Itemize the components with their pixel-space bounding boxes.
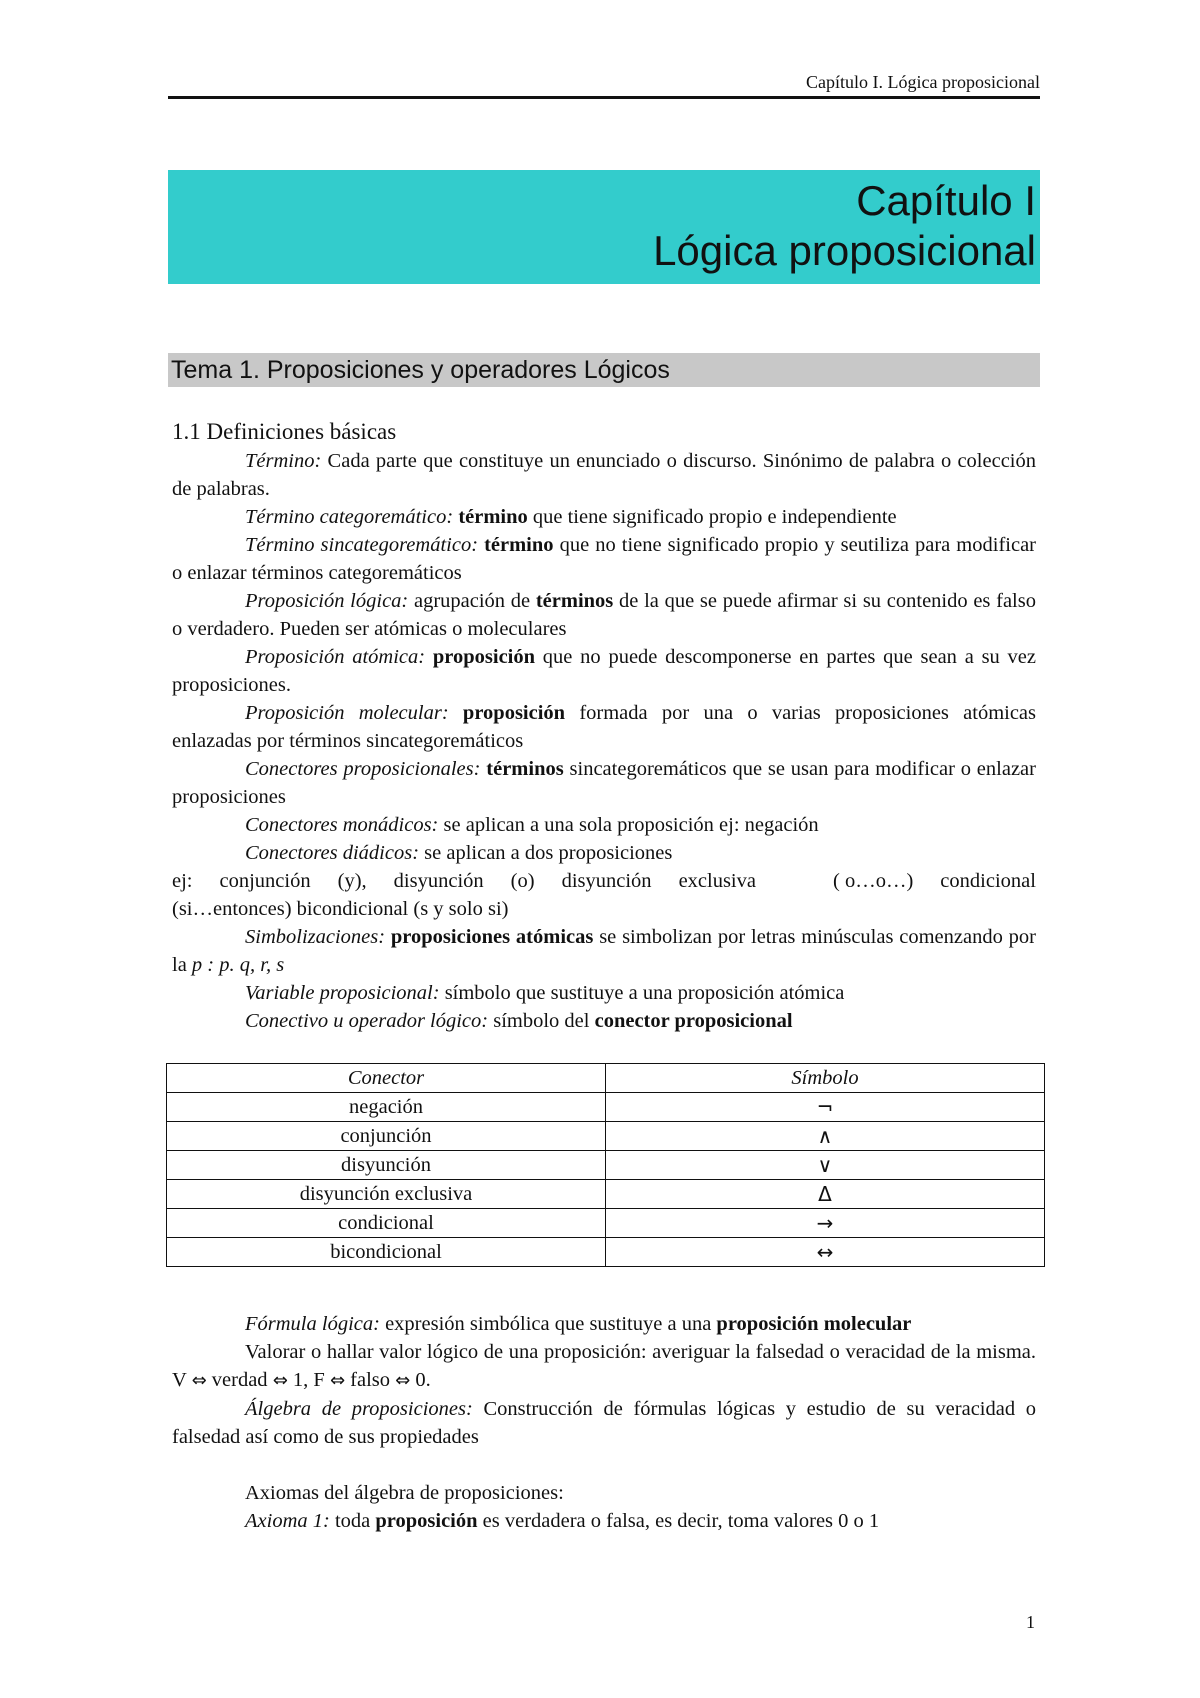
def-term: Término sincategoremático: bbox=[245, 534, 479, 556]
definitions-section bbox=[172, 417, 1036, 1035]
diadicos-example-line2: (si…entonces) bicondicional (s y solo si) bbox=[172, 898, 509, 920]
def-text: que tiene significado propio e independiente bbox=[527, 506, 897, 528]
cell-conector: conjunción bbox=[167, 1122, 606, 1151]
header-conector: Conector bbox=[167, 1064, 606, 1093]
def-termino bbox=[172, 447, 1036, 503]
example-word: (y), bbox=[337, 870, 367, 892]
def-term: Fórmula lógica: bbox=[245, 1313, 380, 1335]
running-head: Capítulo I. Lógica proposicional bbox=[806, 72, 1040, 92]
cell-simbolo: ↔ bbox=[606, 1238, 1045, 1267]
example-word: disyunción bbox=[393, 870, 484, 892]
def-diadicos bbox=[172, 839, 1036, 867]
paragraph-gap bbox=[172, 1451, 1036, 1479]
iff-symbol: ⇔ bbox=[272, 1370, 288, 1391]
def-bold: término bbox=[478, 534, 554, 556]
def-text: que no puede descomponerse en partes que sean a su vez proposiciones. bbox=[172, 646, 1037, 696]
def-term: Simbolizaciones: bbox=[245, 926, 386, 948]
tema-heading: Tema 1. Proposiciones y operadores Lógicos bbox=[168, 353, 1040, 387]
def-bold: proposición bbox=[375, 1510, 478, 1532]
def-text: se aplican a dos proposiciones bbox=[419, 842, 673, 864]
def-text: falso bbox=[345, 1369, 396, 1391]
def-term: Variable proposicional: bbox=[245, 982, 440, 1004]
def-bold: proposiciones atómicas bbox=[385, 926, 594, 948]
def-proposicion-molecular bbox=[172, 699, 1036, 755]
def-letters: p : p. q, r, s bbox=[191, 954, 285, 976]
def-text: se simbolizan por letras minúsculas comenzando por la bbox=[172, 926, 1036, 976]
def-text: símbolo del bbox=[488, 1010, 595, 1032]
example-word: conjunción bbox=[219, 870, 311, 892]
def-bold: conector proposicional bbox=[594, 1010, 793, 1032]
def-text: 1, F bbox=[287, 1369, 330, 1391]
diadicos-example-line bbox=[172, 867, 1036, 895]
def-text: que no tiene significado propio y seutiliza para modificar o enlazar términos categoremáticos bbox=[172, 534, 1036, 584]
def-text: es verdadera o falsa, es decir, toma valores 0 o 1 bbox=[477, 1510, 880, 1532]
table-row bbox=[167, 1238, 1045, 1267]
def-bold: términos bbox=[480, 758, 564, 780]
def-term: Conectores monádicos: bbox=[245, 814, 439, 836]
def-text: 0. bbox=[410, 1369, 431, 1391]
def-algebra bbox=[172, 1395, 1036, 1451]
def-bold: términos bbox=[535, 590, 614, 612]
def-bold: proposición bbox=[448, 702, 566, 724]
chapter-title-box bbox=[168, 170, 1040, 284]
def-text: verdad bbox=[206, 1369, 273, 1391]
cell-simbolo: ∨ bbox=[606, 1151, 1045, 1180]
chapter-number: Capítulo I bbox=[856, 177, 1036, 224]
def-categorematico bbox=[172, 503, 1036, 531]
example-word: condicional bbox=[940, 870, 1036, 892]
page-number: 1 bbox=[1026, 1612, 1035, 1632]
cell-simbolo: → bbox=[606, 1209, 1045, 1238]
def-conectivo bbox=[172, 1007, 1036, 1035]
def-monadicos bbox=[172, 811, 1036, 839]
def-proposicion-logica bbox=[172, 587, 1036, 643]
cell-conector: bicondicional bbox=[167, 1238, 606, 1267]
def-bold: proposición bbox=[425, 646, 536, 668]
section-title: 1.1 Definiciones básicas bbox=[172, 419, 397, 444]
def-text: agrupación de bbox=[408, 590, 536, 612]
def-conectores bbox=[172, 755, 1036, 811]
def-sincategorematico bbox=[172, 531, 1036, 587]
cell-conector: disyunción exclusiva bbox=[167, 1180, 606, 1209]
def-bold: término bbox=[453, 506, 528, 528]
table-row bbox=[167, 1151, 1045, 1180]
header-simbolo: Símbolo bbox=[606, 1064, 1045, 1093]
def-text: toda bbox=[329, 1510, 376, 1532]
def-term: Conectivo u operador lógico: bbox=[245, 1010, 489, 1032]
def-term: Proposición molecular: bbox=[245, 702, 449, 724]
def-variable bbox=[172, 979, 1036, 1007]
chapter-name: Lógica proposicional bbox=[653, 227, 1036, 274]
def-text: formada por una o varias proposiciones atómicas enlazadas por términos sincategoremáticos bbox=[172, 702, 1037, 752]
cell-conector: condicional bbox=[167, 1209, 606, 1238]
def-formula-logica bbox=[172, 1310, 1036, 1338]
def-text: Valorar o hallar valor lógico de una proposición: averiguar la falsedad o veracidad de la misma. V bbox=[172, 1341, 1036, 1391]
def-text: de la que se puede afirmar si su contenido es falso o verdadero. Pueden ser atómicas o moleculares bbox=[172, 590, 1036, 640]
def-text: Cada parte que constituye un enunciado o discurso. Sinónimo de palabra o colección de palabras. bbox=[172, 450, 1036, 500]
example-word: (o) bbox=[510, 870, 535, 892]
def-text: se aplican a una sola proposición ej: negación bbox=[438, 814, 819, 836]
cell-simbolo: ∧ bbox=[606, 1122, 1045, 1151]
connectors-table bbox=[166, 1063, 1045, 1267]
def-text: símbolo que sustituye a una proposición atómica bbox=[439, 982, 845, 1004]
example-word: ej: bbox=[172, 870, 193, 892]
def-valorar bbox=[172, 1338, 1036, 1395]
def-term: Término categoremático: bbox=[245, 506, 454, 528]
post-table-section bbox=[172, 1310, 1036, 1535]
table-header-row bbox=[167, 1064, 1045, 1093]
def-simbolizaciones bbox=[172, 923, 1036, 979]
cell-simbolo: ¬ bbox=[606, 1093, 1045, 1122]
iff-symbol: ⇔ bbox=[329, 1370, 346, 1391]
iff-symbol: ⇔ bbox=[191, 1370, 207, 1391]
example-word: exclusiva bbox=[678, 870, 756, 892]
def-bold: proposición molecular bbox=[716, 1313, 912, 1335]
axiomas-title: Axiomas del álgebra de proposiciones: bbox=[245, 1482, 564, 1504]
def-proposicion-atomica bbox=[172, 643, 1036, 699]
def-term: Conectores proposicionales: bbox=[245, 758, 481, 780]
def-text: expresión simbólica que sustituye a una bbox=[379, 1313, 717, 1335]
axioma-1 bbox=[172, 1507, 1036, 1535]
cell-conector: disyunción bbox=[167, 1151, 606, 1180]
example-word: ( o…o…) bbox=[833, 870, 914, 892]
example-word: disyunción bbox=[561, 870, 652, 892]
def-term: Conectores diádicos: bbox=[245, 842, 420, 864]
table-row bbox=[167, 1122, 1045, 1151]
iff-symbol: ⇔ bbox=[395, 1370, 411, 1391]
def-term: Axioma 1: bbox=[245, 1510, 330, 1532]
def-term: Proposición lógica: bbox=[245, 590, 409, 612]
table-row bbox=[167, 1093, 1045, 1122]
def-term: Término: bbox=[245, 450, 322, 472]
cell-simbolo: Δ bbox=[606, 1180, 1045, 1209]
table-row bbox=[167, 1180, 1045, 1209]
def-term: Proposición atómica: bbox=[245, 646, 426, 668]
table-row bbox=[167, 1209, 1045, 1238]
def-term: Álgebra de proposiciones: bbox=[245, 1398, 473, 1420]
def-text: sincategoremáticos que se usan para modificar o enlazar proposiciones bbox=[172, 758, 1036, 808]
def-text: Construcción de fórmulas lógicas y estudio de su veracidad o falsedad así como de sus propiedades bbox=[172, 1398, 1036, 1448]
cell-conector: negación bbox=[167, 1093, 606, 1122]
header-rule bbox=[168, 96, 1040, 99]
